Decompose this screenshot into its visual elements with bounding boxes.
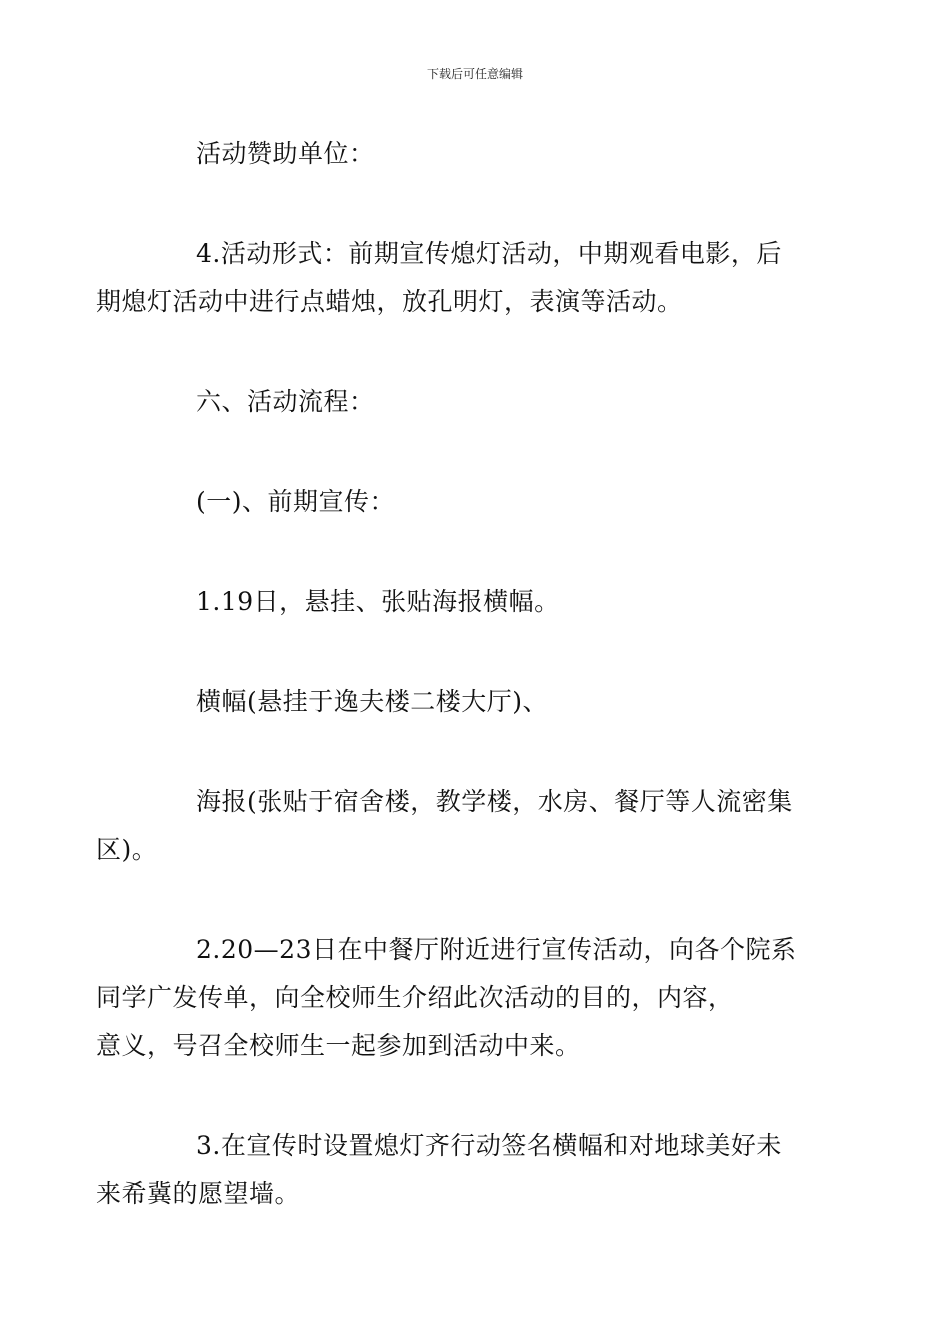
text-line: 横幅(悬挂于逸夫楼二楼大厅)、	[196, 687, 549, 716]
text-line: 1.19日，悬挂、张贴海报横幅。	[196, 587, 560, 616]
text-line: 活动赞助单位：	[196, 139, 375, 168]
text-line: 3.在宣传时设置熄灯齐行动签名横幅和对地球美好未	[196, 1131, 782, 1160]
text-line: 期熄灯活动中进行点蜡烛，放孔明灯，表演等活动。	[96, 287, 683, 316]
text-line: (一)、前期宣传：	[196, 487, 396, 516]
text-line: 区)。	[96, 835, 158, 864]
paragraph-banner	[146, 678, 811, 726]
paragraph-item-2	[96, 926, 811, 1070]
text-line: 意义，号召全校师生一起参加到活动中来。	[96, 1031, 581, 1060]
paragraph-item-3	[96, 1122, 811, 1218]
text-line: 六、活动流程：	[196, 387, 375, 416]
text-line: 同学广发传单，向全校师生介绍此次活动的目的，内容，	[96, 983, 734, 1012]
section-heading-process	[146, 378, 811, 426]
text-line: 4.活动形式：前期宣传熄灯活动，中期观看电影，后	[196, 239, 782, 268]
document-body	[96, 130, 811, 1270]
paragraph-poster	[96, 778, 811, 874]
subsection-heading-promotion	[146, 478, 811, 526]
text-line: 海报(张贴于宿舍楼，教学楼，水房、餐厅等人流密集	[196, 787, 793, 816]
paragraph-sponsor	[146, 130, 811, 178]
paragraph-activity-format	[96, 230, 811, 326]
page-header: 下载后可任意编辑	[426, 67, 523, 81]
text-line: 2.20—23日在中餐厅附近进行宣传活动，向各个院系	[196, 935, 797, 964]
paragraph-item-1	[146, 578, 811, 626]
text-line: 来希冀的愿望墙。	[96, 1179, 301, 1208]
